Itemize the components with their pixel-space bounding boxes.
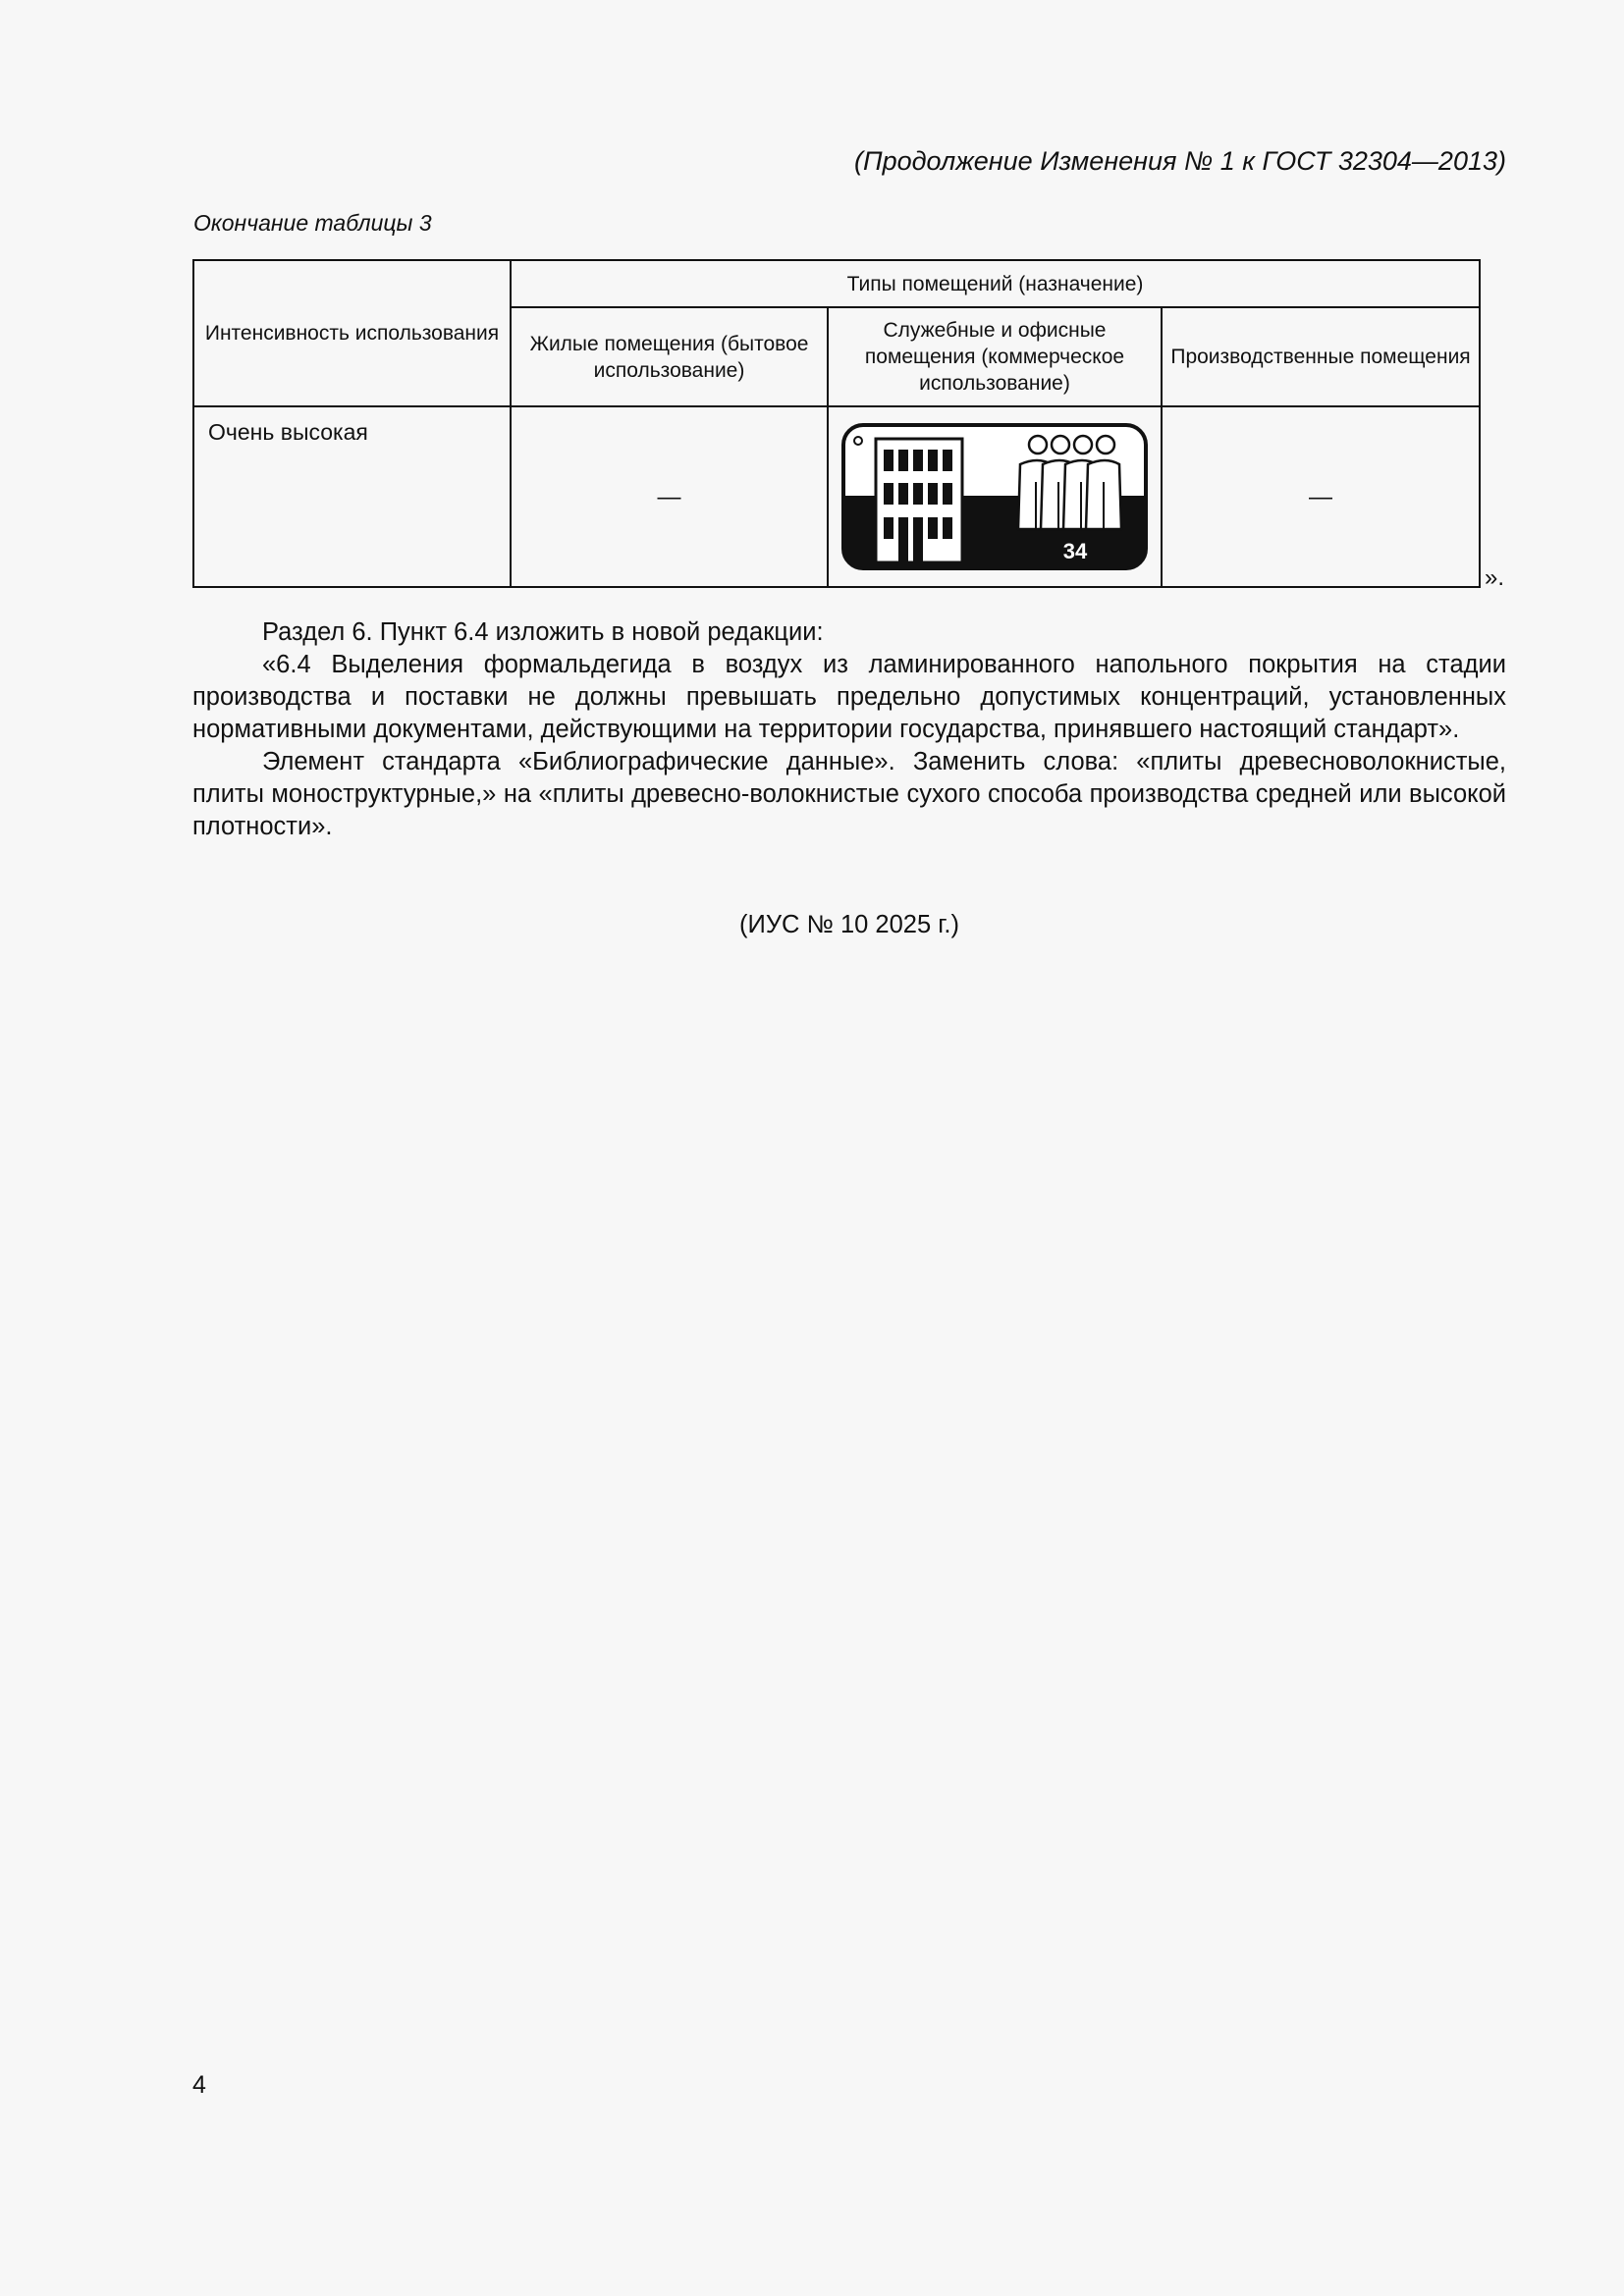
paragraph-6-4: «6.4 Выделения формальдегида в воздух из ламинированного напольного покрытия на стадии производства и поставки не должны превышать предельно допустимых концентраций, установленных нормативными документами, действующими на территории государства, принявшего настоящий стандарт». xyxy=(192,651,1506,743)
closing-quote: ». xyxy=(1485,564,1505,591)
paragraph-bibliography: Элемент стандарта «Библиографические данные». Заменить слова: «плиты древесноволокнистые, плиты моноструктурные,» на «плиты древесно-волокнистые сухого способа производства средней или высокой плотности». xyxy=(192,748,1506,840)
header-residential: Жилые помещения (бытовое использование) xyxy=(511,307,828,406)
header-room-types: Типы помещений (назначение) xyxy=(511,260,1480,307)
cell-office xyxy=(828,406,1162,587)
class-number: 34 xyxy=(1062,539,1088,563)
row-label-very-high: Очень высокая xyxy=(193,406,511,587)
header-office: Служебные и офисные помещения (коммерческое использование) xyxy=(828,307,1162,406)
ius-reference: (ИУС № 10 2025 г.) xyxy=(739,911,959,938)
cell-industrial: — xyxy=(1162,406,1480,587)
header-intensity: Интенсивность использования xyxy=(193,260,511,406)
amendment-text xyxy=(192,616,1506,843)
header-industrial: Производственные помещения xyxy=(1162,307,1480,406)
page-number: 4 xyxy=(192,2071,206,2099)
continuation-header: (Продолжение Изменения № 1 к ГОСТ 32304—2013) xyxy=(854,146,1506,176)
class-34-office-pictogram xyxy=(841,423,1148,570)
usage-class-table xyxy=(192,259,1481,588)
paragraph-section6: Раздел 6. Пункт 6.4 изложить в новой редакции: xyxy=(262,618,824,646)
table-caption: Окончание таблицы 3 xyxy=(193,210,432,236)
cell-residential: — xyxy=(511,406,828,587)
